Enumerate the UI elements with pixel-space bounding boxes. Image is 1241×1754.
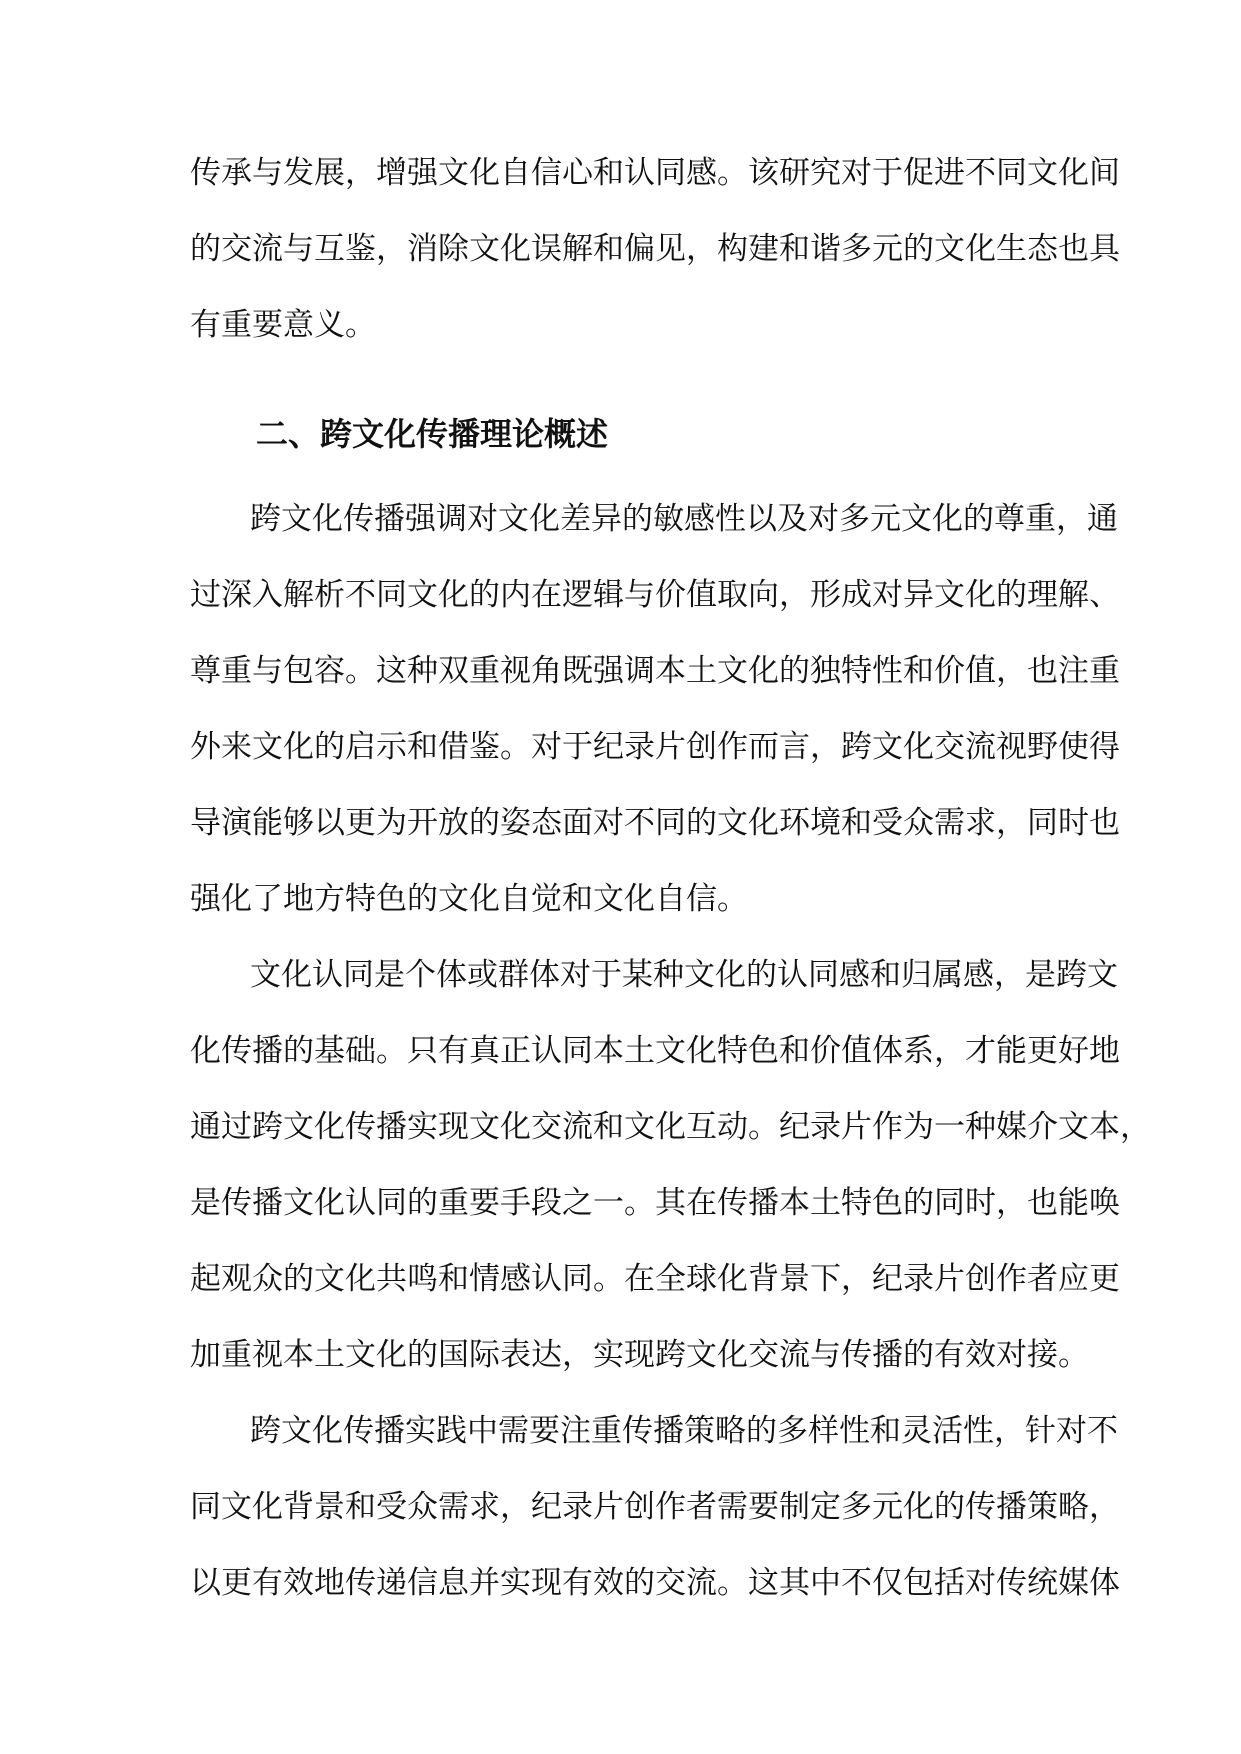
section-heading: 二、跨文化传播理论概述 [256, 415, 609, 453]
text-line: 化传播的基础。只有真正认同本土文化特色和价值体系，才能更好地 [190, 1033, 1120, 1069]
text-line: 的交流与互鉴，消除文化误解和偏见，构建和谐多元的文化生态也具 [190, 231, 1120, 267]
text-line: 是传播文化认同的重要手段之一。其在传播本土特色的同时，也能唤 [190, 1185, 1120, 1221]
text-line: 外来文化的启示和借鉴。对于纪录片创作而言，跨文化交流视野使得 [190, 729, 1120, 765]
text-line: 传承与发展，增强文化自信心和认同感。该研究对于促进不同文化间 [190, 155, 1120, 191]
text-line: 尊重与包容。这种双重视角既强调本土文化的独特性和价值，也注重 [190, 653, 1120, 689]
text-line: 跨文化传播实践中需要注重传播策略的多样性和灵活性，针对不 [250, 1413, 1118, 1449]
text-line: 导演能够以更为开放的姿态面对不同的文化环境和受众需求，同时也 [190, 805, 1120, 841]
text-line: 通过跨文化传播实现文化交流和文化互动。纪录片作为一种媒介文本， [190, 1109, 1151, 1145]
text-line: 过深入解析不同文化的内在逻辑与价值取向，形成对异文化的理解、 [190, 577, 1120, 613]
text-line: 有重要意义。 [190, 307, 376, 343]
text-line: 加重视本土文化的国际表达，实现跨文化交流与传播的有效对接。 [190, 1337, 1089, 1373]
text-line: 跨文化传播强调对文化差异的敏感性以及对多元文化的尊重，通 [250, 501, 1118, 537]
text-line: 起观众的文化共鸣和情感认同。在全球化背景下，纪录片创作者应更 [190, 1261, 1120, 1297]
text-line: 同文化背景和受众需求，纪录片创作者需要制定多元化的传播策略， [190, 1489, 1120, 1525]
text-line: 以更有效地传递信息并实现有效的交流。这其中不仅包括对传统媒体 [190, 1565, 1120, 1601]
text-line: 强化了地方特色的文化自觉和文化自信。 [190, 881, 748, 917]
text-line: 文化认同是个体或群体对于某种文化的认同感和归属感，是跨文 [250, 957, 1118, 993]
